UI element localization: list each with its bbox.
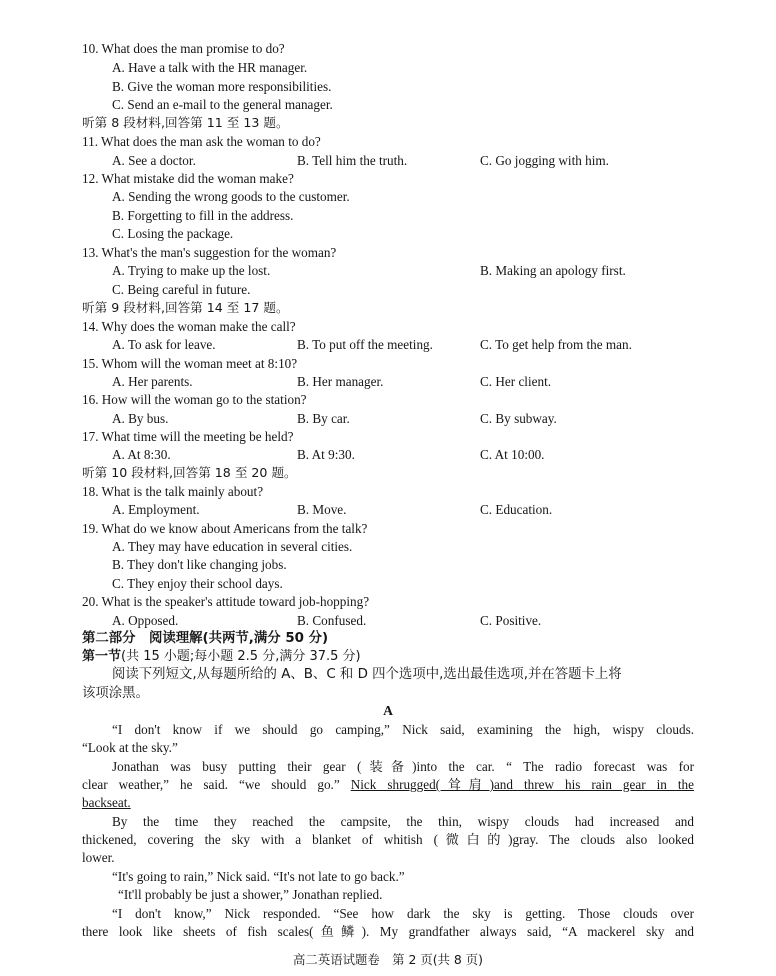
q15-option-c: C. Her client. <box>480 374 552 389</box>
q12-stem: 12. What mistake did the woman make? <box>82 171 294 186</box>
q13-option-a: A. Trying to make up the lost. <box>112 263 271 278</box>
passage-title: A <box>383 703 393 718</box>
reading-instruction-line1: 阅读下列短文,从每题所给的 A、B、C 和 D 四个选项中,选出最佳选项,并在答题卡上将 <box>112 667 622 682</box>
q12-option-b: B. Forgetting to fill in the address. <box>112 208 294 223</box>
q15-option-b: B. Her manager. <box>297 374 384 389</box>
section-9-instruction: 听第 9 段材料,回答第 14 至 17 题。 <box>82 300 289 315</box>
underlined-sentence: Nick shrugged(耸肩)and threw his rain gear in the <box>350 777 694 792</box>
q12-option-a: A. Sending the wrong goods to the customer. <box>112 189 350 204</box>
underlined-sentence-end: backseat. <box>82 795 131 810</box>
passage-line: “It's going to rain,” Nick said. “It's not late to go back.” <box>112 869 405 884</box>
passage-line <box>82 776 694 794</box>
q10-option-c: C. Send an e-mail to the general manager. <box>112 97 333 112</box>
q17-option-b: B. At 9:30. <box>297 447 355 462</box>
q20-stem: 20. What is the speaker's attitude toward job-hopping? <box>82 594 370 609</box>
part2-heading: 第二部分 阅读理解(共两节,满分 50 分) <box>82 631 329 646</box>
q13-option-b: B. Making an apology first. <box>480 263 626 278</box>
q19-option-c: C. They enjoy their school days. <box>112 576 283 591</box>
passage-line: thickened, covering the sky with a blanket of whitish (微白的)gray. The clouds also looked <box>82 832 694 847</box>
q15-option-a: A. Her parents. <box>112 374 193 389</box>
section1-label: 第一节 <box>82 649 122 664</box>
q13-options-row <box>112 262 712 280</box>
section1-detail: (共 15 小题;每小题 2.5 分,满分 37.5 分) <box>121 649 361 664</box>
q11-stem: 11. What does the man ask the woman to do? <box>82 134 321 149</box>
passage-line: By the time they reached the campsite, the thin, wispy clouds had increased and <box>112 814 694 829</box>
q10-stem: 10. What does the man promise to do? <box>82 41 285 56</box>
section-10-instruction: 听第 10 段材料,回答第 18 至 20 题。 <box>82 465 297 480</box>
passage-line: Jonathan was busy putting their gear (装备)into the car. “ The radio forecast was for <box>112 759 694 774</box>
q14-option-c: C. To get help from the man. <box>480 337 632 352</box>
q16-options <box>112 410 712 428</box>
q17-option-c: C. At 10:00. <box>480 447 545 462</box>
q10-option-b: B. Give the woman more responsibilities. <box>112 79 332 94</box>
q11-option-b: B. Tell him the truth. <box>297 153 408 168</box>
q20-options <box>112 612 712 630</box>
q17-stem: 17. What time will the meeting be held? <box>82 429 294 444</box>
page-footer: 高二英语试题卷 第 2 页(共 8 页) <box>293 952 483 967</box>
reading-instruction-line2: 该项涂黑。 <box>82 686 149 701</box>
passage-line: there look like sheets of fish scales(鱼鳞). My grandfather always said, “A mackerel sky and <box>82 924 694 939</box>
q15-stem: 15. Whom will the woman meet at 8:10? <box>82 356 298 371</box>
passage-line-text: clear weather,” he said. “we should go.” <box>82 777 351 792</box>
q20-option-a: A. Opposed. <box>112 613 179 628</box>
q14-stem: 14. Why does the woman make the call? <box>82 319 296 334</box>
passage-line: “I don't know if we should go camping,” Nick said, examining the high, wispy clouds. <box>112 722 694 737</box>
q18-option-a: A. Employment. <box>112 502 200 517</box>
q18-option-c: C. Education. <box>480 502 553 517</box>
passage-line: “Look at the sky.” <box>82 740 178 755</box>
q11-option-c: C. Go jogging with him. <box>480 153 609 168</box>
q13-stem: 13. What's the man's suggestion for the woman? <box>82 245 337 260</box>
q10-option-a: A. Have a talk with the HR manager. <box>112 60 308 75</box>
passage-line: lower. <box>82 850 115 865</box>
q18-option-b: B. Move. <box>297 502 347 517</box>
q11-options <box>112 152 712 170</box>
section-8-instruction: 听第 8 段材料,回答第 11 至 13 题。 <box>82 115 289 130</box>
q11-option-a: A. See a doctor. <box>112 153 196 168</box>
q14-option-b: B. To put off the meeting. <box>297 337 433 352</box>
section1-heading <box>82 648 361 666</box>
q18-options <box>112 501 712 519</box>
q14-option-a: A. To ask for leave. <box>112 337 216 352</box>
q19-option-b: B. They don't like changing jobs. <box>112 557 287 572</box>
q15-options <box>112 373 712 391</box>
q16-option-a: A. By bus. <box>112 411 169 426</box>
q20-option-b: B. Confused. <box>297 613 367 628</box>
q13-option-c: C. Being careful in future. <box>112 282 251 297</box>
q17-option-a: A. At 8:30. <box>112 447 171 462</box>
q14-options <box>112 336 712 354</box>
q16-stem: 16. How will the woman go to the station? <box>82 392 307 407</box>
q19-stem: 19. What do we know about Americans from the talk? <box>82 521 368 536</box>
q19-option-a: A. They may have education in several cities. <box>112 539 353 554</box>
passage-line: “It'll probably be just a shower,” Jonathan replied. <box>118 887 383 902</box>
q17-options <box>112 446 712 464</box>
q18-stem: 18. What is the talk mainly about? <box>82 484 264 499</box>
q16-option-b: B. By car. <box>297 411 350 426</box>
q16-option-c: C. By subway. <box>480 411 557 426</box>
q20-option-c: C. Positive. <box>480 613 542 628</box>
q12-option-c: C. Losing the package. <box>112 226 234 241</box>
passage-line: “I don't know,” Nick responded. “See how dark the sky is getting. Those clouds over <box>112 906 694 921</box>
